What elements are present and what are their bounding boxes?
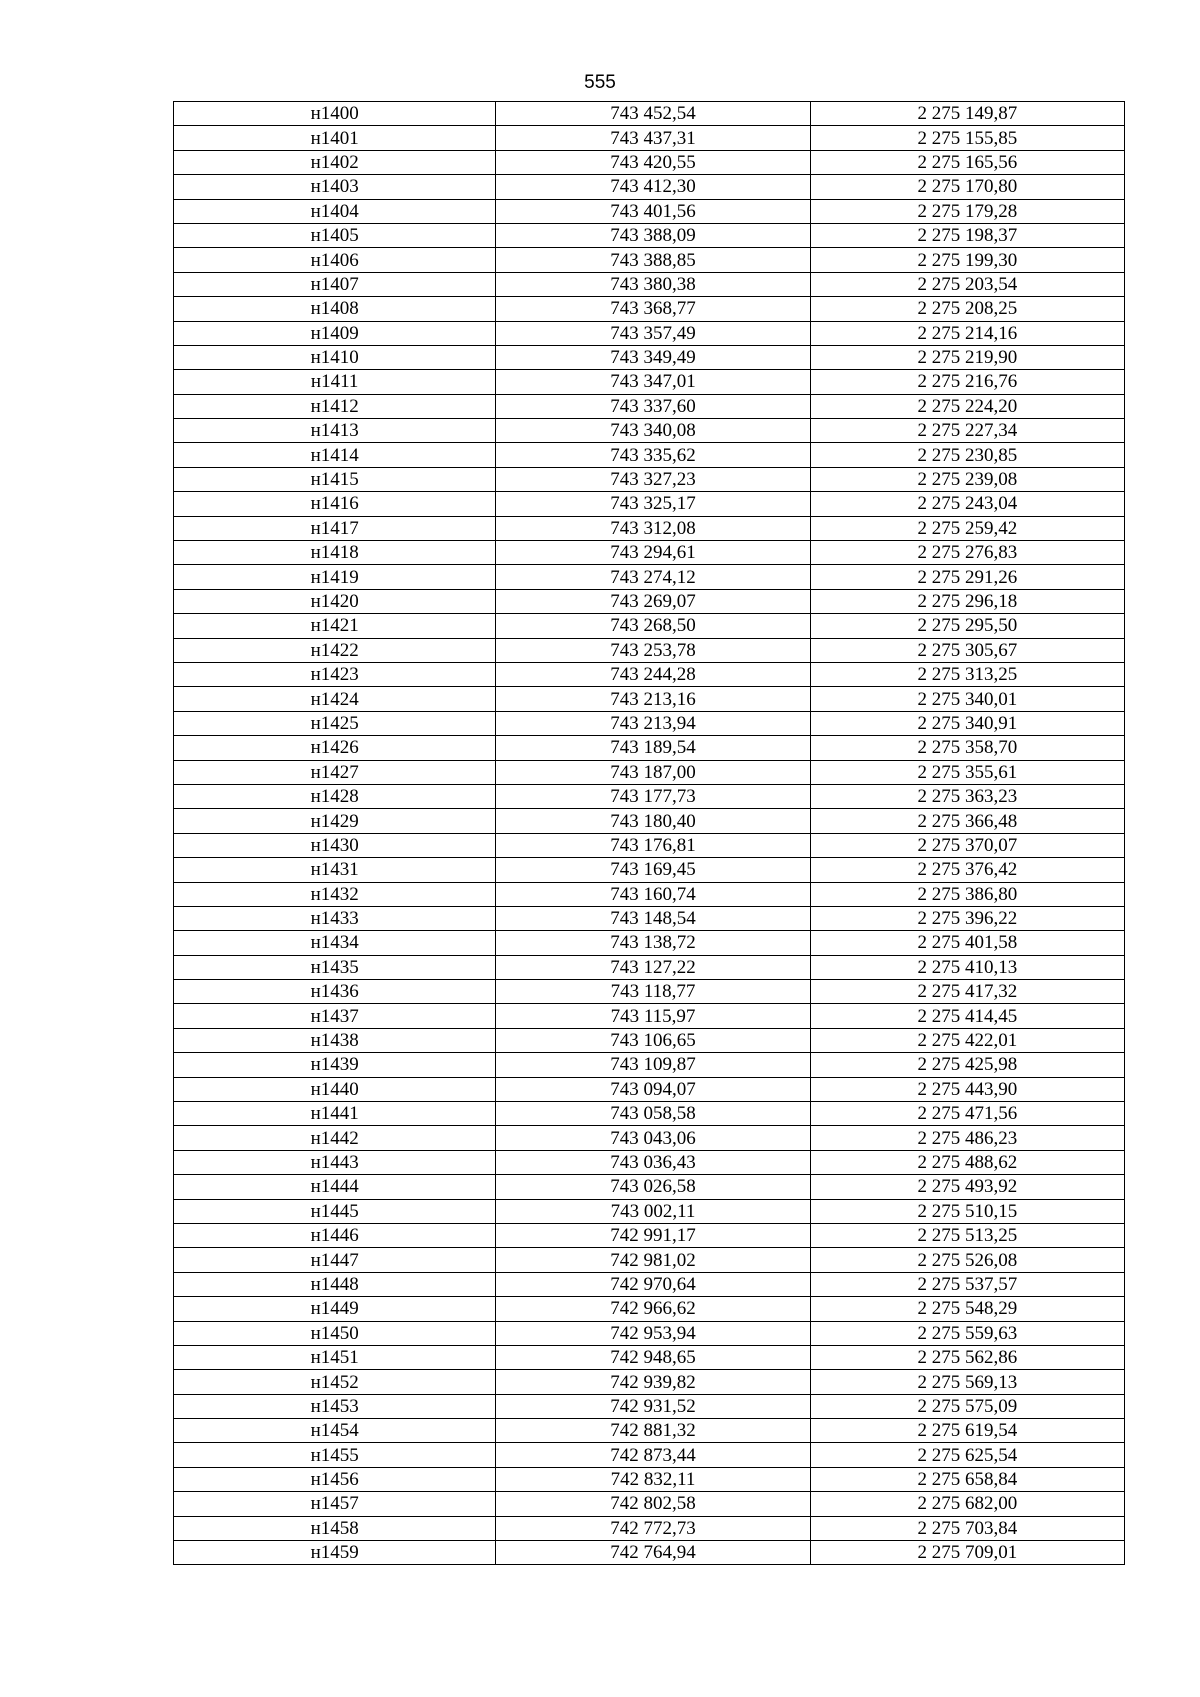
table-row — [174, 931, 1125, 955]
coordinates-table — [173, 101, 1125, 1565]
x-coordinate-cell: 742 966,62 — [496, 1297, 810, 1321]
x-coordinate-cell: 743 253,78 — [496, 638, 810, 662]
x-coordinate-cell: 743 180,40 — [496, 809, 810, 833]
x-coordinate-cell: 742 764,94 — [496, 1541, 810, 1565]
y-coordinate-cell: 2 275 488,62 — [810, 1150, 1124, 1174]
point-id-cell: н1451 — [174, 1345, 496, 1369]
point-id-cell: н1438 — [174, 1028, 496, 1052]
y-coordinate-cell: 2 275 471,56 — [810, 1102, 1124, 1126]
table-row — [174, 1126, 1125, 1150]
table-row — [174, 1516, 1125, 1540]
point-id-cell: н1411 — [174, 370, 496, 394]
y-coordinate-cell: 2 275 619,54 — [810, 1419, 1124, 1443]
y-coordinate-cell: 2 275 410,13 — [810, 955, 1124, 979]
table-row — [174, 394, 1125, 418]
y-coordinate-cell: 2 275 155,85 — [810, 126, 1124, 150]
x-coordinate-cell: 743 106,65 — [496, 1028, 810, 1052]
point-id-cell: н1419 — [174, 565, 496, 589]
table-row — [174, 638, 1125, 662]
table-row — [174, 248, 1125, 272]
table-row — [174, 736, 1125, 760]
y-coordinate-cell: 2 275 569,13 — [810, 1370, 1124, 1394]
table-row — [174, 541, 1125, 565]
table-row — [174, 1004, 1125, 1028]
y-coordinate-cell: 2 275 513,25 — [810, 1223, 1124, 1247]
y-coordinate-cell: 2 275 422,01 — [810, 1028, 1124, 1052]
table-row — [174, 1223, 1125, 1247]
point-id-cell: н1402 — [174, 150, 496, 174]
table-row — [174, 833, 1125, 857]
point-id-cell: н1455 — [174, 1443, 496, 1467]
y-coordinate-cell: 2 275 370,07 — [810, 833, 1124, 857]
point-id-cell: н1404 — [174, 199, 496, 223]
x-coordinate-cell: 743 388,85 — [496, 248, 810, 272]
x-coordinate-cell: 743 274,12 — [496, 565, 810, 589]
y-coordinate-cell: 2 275 305,67 — [810, 638, 1124, 662]
point-id-cell: н1430 — [174, 833, 496, 857]
y-coordinate-cell: 2 275 401,58 — [810, 931, 1124, 955]
x-coordinate-cell: 743 213,94 — [496, 711, 810, 735]
point-id-cell: н1412 — [174, 394, 496, 418]
table-row — [174, 126, 1125, 150]
x-coordinate-cell: 743 327,23 — [496, 467, 810, 491]
point-id-cell: н1454 — [174, 1419, 496, 1443]
table-row — [174, 1272, 1125, 1296]
point-id-cell: н1445 — [174, 1199, 496, 1223]
x-coordinate-cell: 743 412,30 — [496, 175, 810, 199]
point-id-cell: н1428 — [174, 784, 496, 808]
x-coordinate-cell: 743 058,58 — [496, 1102, 810, 1126]
y-coordinate-cell: 2 275 363,23 — [810, 784, 1124, 808]
point-id-cell: н1452 — [174, 1370, 496, 1394]
point-id-cell: н1442 — [174, 1126, 496, 1150]
point-id-cell: н1407 — [174, 272, 496, 296]
point-id-cell: н1457 — [174, 1492, 496, 1516]
y-coordinate-cell: 2 275 340,01 — [810, 687, 1124, 711]
y-coordinate-cell: 2 275 425,98 — [810, 1053, 1124, 1077]
x-coordinate-cell: 743 036,43 — [496, 1150, 810, 1174]
point-id-cell: н1446 — [174, 1223, 496, 1247]
y-coordinate-cell: 2 275 355,61 — [810, 760, 1124, 784]
point-id-cell: н1458 — [174, 1516, 496, 1540]
point-id-cell: н1414 — [174, 443, 496, 467]
point-id-cell: н1413 — [174, 419, 496, 443]
table-row — [174, 175, 1125, 199]
y-coordinate-cell: 2 275 199,30 — [810, 248, 1124, 272]
point-id-cell: н1440 — [174, 1077, 496, 1101]
y-coordinate-cell: 2 275 340,91 — [810, 711, 1124, 735]
x-coordinate-cell: 743 213,16 — [496, 687, 810, 711]
y-coordinate-cell: 2 275 198,37 — [810, 223, 1124, 247]
y-coordinate-cell: 2 275 170,80 — [810, 175, 1124, 199]
y-coordinate-cell: 2 275 486,23 — [810, 1126, 1124, 1150]
y-coordinate-cell: 2 275 366,48 — [810, 809, 1124, 833]
point-id-cell: н1400 — [174, 102, 496, 126]
point-id-cell: н1426 — [174, 736, 496, 760]
x-coordinate-cell: 743 268,50 — [496, 614, 810, 638]
y-coordinate-cell: 2 275 179,28 — [810, 199, 1124, 223]
table-row — [174, 1053, 1125, 1077]
table-row — [174, 345, 1125, 369]
table-row — [174, 760, 1125, 784]
x-coordinate-cell: 743 368,77 — [496, 297, 810, 321]
point-id-cell: н1447 — [174, 1248, 496, 1272]
point-id-cell: н1439 — [174, 1053, 496, 1077]
table-row — [174, 1297, 1125, 1321]
point-id-cell: н1405 — [174, 223, 496, 247]
table-row — [174, 492, 1125, 516]
point-id-cell: н1416 — [174, 492, 496, 516]
table-row — [174, 1419, 1125, 1443]
x-coordinate-cell: 743 349,49 — [496, 345, 810, 369]
y-coordinate-cell: 2 275 219,90 — [810, 345, 1124, 369]
x-coordinate-cell: 743 244,28 — [496, 662, 810, 686]
y-coordinate-cell: 2 275 239,08 — [810, 467, 1124, 491]
x-coordinate-cell: 743 115,97 — [496, 1004, 810, 1028]
x-coordinate-cell: 743 127,22 — [496, 955, 810, 979]
point-id-cell: н1424 — [174, 687, 496, 711]
y-coordinate-cell: 2 275 510,15 — [810, 1199, 1124, 1223]
y-coordinate-cell: 2 275 526,08 — [810, 1248, 1124, 1272]
y-coordinate-cell: 2 275 537,57 — [810, 1272, 1124, 1296]
x-coordinate-cell: 743 437,31 — [496, 126, 810, 150]
table-row — [174, 565, 1125, 589]
table-row — [174, 614, 1125, 638]
y-coordinate-cell: 2 275 216,76 — [810, 370, 1124, 394]
y-coordinate-cell: 2 275 414,45 — [810, 1004, 1124, 1028]
y-coordinate-cell: 2 275 259,42 — [810, 516, 1124, 540]
point-id-cell: н1409 — [174, 321, 496, 345]
table-row — [174, 1248, 1125, 1272]
table-row — [174, 906, 1125, 930]
table-row — [174, 1321, 1125, 1345]
table-row — [174, 1467, 1125, 1491]
table-row — [174, 809, 1125, 833]
table-row — [174, 1199, 1125, 1223]
x-coordinate-cell: 742 772,73 — [496, 1516, 810, 1540]
point-id-cell: н1401 — [174, 126, 496, 150]
x-coordinate-cell: 743 294,61 — [496, 541, 810, 565]
table-row — [174, 955, 1125, 979]
y-coordinate-cell: 2 275 230,85 — [810, 443, 1124, 467]
table-row — [174, 882, 1125, 906]
point-id-cell: н1420 — [174, 589, 496, 613]
point-id-cell: н1437 — [174, 1004, 496, 1028]
point-id-cell: н1459 — [174, 1541, 496, 1565]
x-coordinate-cell: 742 832,11 — [496, 1467, 810, 1491]
y-coordinate-cell: 2 275 276,83 — [810, 541, 1124, 565]
y-coordinate-cell: 2 275 358,70 — [810, 736, 1124, 760]
point-id-cell: н1434 — [174, 931, 496, 955]
y-coordinate-cell: 2 275 682,00 — [810, 1492, 1124, 1516]
table-row — [174, 589, 1125, 613]
table-row — [174, 687, 1125, 711]
x-coordinate-cell: 743 169,45 — [496, 858, 810, 882]
table-row — [174, 1077, 1125, 1101]
x-coordinate-cell: 742 981,02 — [496, 1248, 810, 1272]
y-coordinate-cell: 2 275 386,80 — [810, 882, 1124, 906]
x-coordinate-cell: 742 873,44 — [496, 1443, 810, 1467]
table-row — [174, 1492, 1125, 1516]
table-row — [174, 150, 1125, 174]
point-id-cell: н1453 — [174, 1394, 496, 1418]
y-coordinate-cell: 2 275 208,25 — [810, 297, 1124, 321]
page-number: 555 — [584, 72, 616, 93]
x-coordinate-cell: 743 452,54 — [496, 102, 810, 126]
y-coordinate-cell: 2 275 559,63 — [810, 1321, 1124, 1345]
x-coordinate-cell: 742 802,58 — [496, 1492, 810, 1516]
y-coordinate-cell: 2 275 396,22 — [810, 906, 1124, 930]
x-coordinate-cell: 743 325,17 — [496, 492, 810, 516]
point-id-cell: н1435 — [174, 955, 496, 979]
point-id-cell: н1415 — [174, 467, 496, 491]
x-coordinate-cell: 742 931,52 — [496, 1394, 810, 1418]
point-id-cell: н1422 — [174, 638, 496, 662]
point-id-cell: н1443 — [174, 1150, 496, 1174]
point-id-cell: н1408 — [174, 297, 496, 321]
table-row — [174, 1150, 1125, 1174]
y-coordinate-cell: 2 275 562,86 — [810, 1345, 1124, 1369]
y-coordinate-cell: 2 275 575,09 — [810, 1394, 1124, 1418]
x-coordinate-cell: 743 109,87 — [496, 1053, 810, 1077]
table-row — [174, 1102, 1125, 1126]
x-coordinate-cell: 743 118,77 — [496, 980, 810, 1004]
y-coordinate-cell: 2 275 548,29 — [810, 1297, 1124, 1321]
table-row — [174, 1345, 1125, 1369]
table-row — [174, 419, 1125, 443]
x-coordinate-cell: 742 991,17 — [496, 1223, 810, 1247]
y-coordinate-cell: 2 275 296,18 — [810, 589, 1124, 613]
x-coordinate-cell: 743 340,08 — [496, 419, 810, 443]
point-id-cell: н1418 — [174, 541, 496, 565]
y-coordinate-cell: 2 275 224,20 — [810, 394, 1124, 418]
x-coordinate-cell: 743 312,08 — [496, 516, 810, 540]
point-id-cell: н1448 — [174, 1272, 496, 1296]
y-coordinate-cell: 2 275 243,04 — [810, 492, 1124, 516]
y-coordinate-cell: 2 275 443,90 — [810, 1077, 1124, 1101]
point-id-cell: н1432 — [174, 882, 496, 906]
x-coordinate-cell: 743 177,73 — [496, 784, 810, 808]
table-row — [174, 297, 1125, 321]
y-coordinate-cell: 2 275 313,25 — [810, 662, 1124, 686]
point-id-cell: н1441 — [174, 1102, 496, 1126]
point-id-cell: н1433 — [174, 906, 496, 930]
table-row — [174, 1443, 1125, 1467]
y-coordinate-cell: 2 275 165,56 — [810, 150, 1124, 174]
x-coordinate-cell: 743 187,00 — [496, 760, 810, 784]
x-coordinate-cell: 742 953,94 — [496, 1321, 810, 1345]
table-row — [174, 980, 1125, 1004]
table-row — [174, 1175, 1125, 1199]
x-coordinate-cell: 743 388,09 — [496, 223, 810, 247]
x-coordinate-cell: 743 420,55 — [496, 150, 810, 174]
y-coordinate-cell: 2 275 493,92 — [810, 1175, 1124, 1199]
x-coordinate-cell: 743 160,74 — [496, 882, 810, 906]
point-id-cell: н1444 — [174, 1175, 496, 1199]
y-coordinate-cell: 2 275 227,34 — [810, 419, 1124, 443]
point-id-cell: н1450 — [174, 1321, 496, 1345]
x-coordinate-cell: 742 881,32 — [496, 1419, 810, 1443]
x-coordinate-cell: 743 026,58 — [496, 1175, 810, 1199]
point-id-cell: н1449 — [174, 1297, 496, 1321]
point-id-cell: н1427 — [174, 760, 496, 784]
table-row — [174, 1028, 1125, 1052]
table-row — [174, 1394, 1125, 1418]
x-coordinate-cell: 743 043,06 — [496, 1126, 810, 1150]
x-coordinate-cell: 742 970,64 — [496, 1272, 810, 1296]
table-row — [174, 467, 1125, 491]
x-coordinate-cell: 743 138,72 — [496, 931, 810, 955]
point-id-cell: н1410 — [174, 345, 496, 369]
x-coordinate-cell: 742 948,65 — [496, 1345, 810, 1369]
table-row — [174, 1541, 1125, 1565]
table-row — [174, 370, 1125, 394]
point-id-cell: н1406 — [174, 248, 496, 272]
point-id-cell: н1456 — [174, 1467, 496, 1491]
x-coordinate-cell: 743 176,81 — [496, 833, 810, 857]
x-coordinate-cell: 743 269,07 — [496, 589, 810, 613]
x-coordinate-cell: 743 401,56 — [496, 199, 810, 223]
table-row — [174, 662, 1125, 686]
x-coordinate-cell: 743 337,60 — [496, 394, 810, 418]
point-id-cell: н1403 — [174, 175, 496, 199]
y-coordinate-cell: 2 275 625,54 — [810, 1443, 1124, 1467]
table-row — [174, 858, 1125, 882]
point-id-cell: н1431 — [174, 858, 496, 882]
table-row — [174, 443, 1125, 467]
table-row — [174, 272, 1125, 296]
point-id-cell: н1417 — [174, 516, 496, 540]
x-coordinate-cell: 743 347,01 — [496, 370, 810, 394]
table-row — [174, 711, 1125, 735]
table-row — [174, 516, 1125, 540]
y-coordinate-cell: 2 275 203,54 — [810, 272, 1124, 296]
y-coordinate-cell: 2 275 376,42 — [810, 858, 1124, 882]
y-coordinate-cell: 2 275 709,01 — [810, 1541, 1124, 1565]
y-coordinate-cell: 2 275 417,32 — [810, 980, 1124, 1004]
x-coordinate-cell: 743 189,54 — [496, 736, 810, 760]
y-coordinate-cell: 2 275 703,84 — [810, 1516, 1124, 1540]
x-coordinate-cell: 743 094,07 — [496, 1077, 810, 1101]
x-coordinate-cell: 743 357,49 — [496, 321, 810, 345]
x-coordinate-cell: 743 148,54 — [496, 906, 810, 930]
table-row — [174, 102, 1125, 126]
x-coordinate-cell: 742 939,82 — [496, 1370, 810, 1394]
y-coordinate-cell: 2 275 149,87 — [810, 102, 1124, 126]
y-coordinate-cell: 2 275 658,84 — [810, 1467, 1124, 1491]
table-row — [174, 1370, 1125, 1394]
point-id-cell: н1429 — [174, 809, 496, 833]
x-coordinate-cell: 743 002,11 — [496, 1199, 810, 1223]
coordinates-table-body — [174, 102, 1125, 1565]
point-id-cell: н1425 — [174, 711, 496, 735]
point-id-cell: н1421 — [174, 614, 496, 638]
table-row — [174, 321, 1125, 345]
table-row — [174, 784, 1125, 808]
x-coordinate-cell: 743 380,38 — [496, 272, 810, 296]
y-coordinate-cell: 2 275 295,50 — [810, 614, 1124, 638]
x-coordinate-cell: 743 335,62 — [496, 443, 810, 467]
point-id-cell: н1423 — [174, 662, 496, 686]
table-row — [174, 199, 1125, 223]
point-id-cell: н1436 — [174, 980, 496, 1004]
y-coordinate-cell: 2 275 291,26 — [810, 565, 1124, 589]
y-coordinate-cell: 2 275 214,16 — [810, 321, 1124, 345]
table-row — [174, 223, 1125, 247]
